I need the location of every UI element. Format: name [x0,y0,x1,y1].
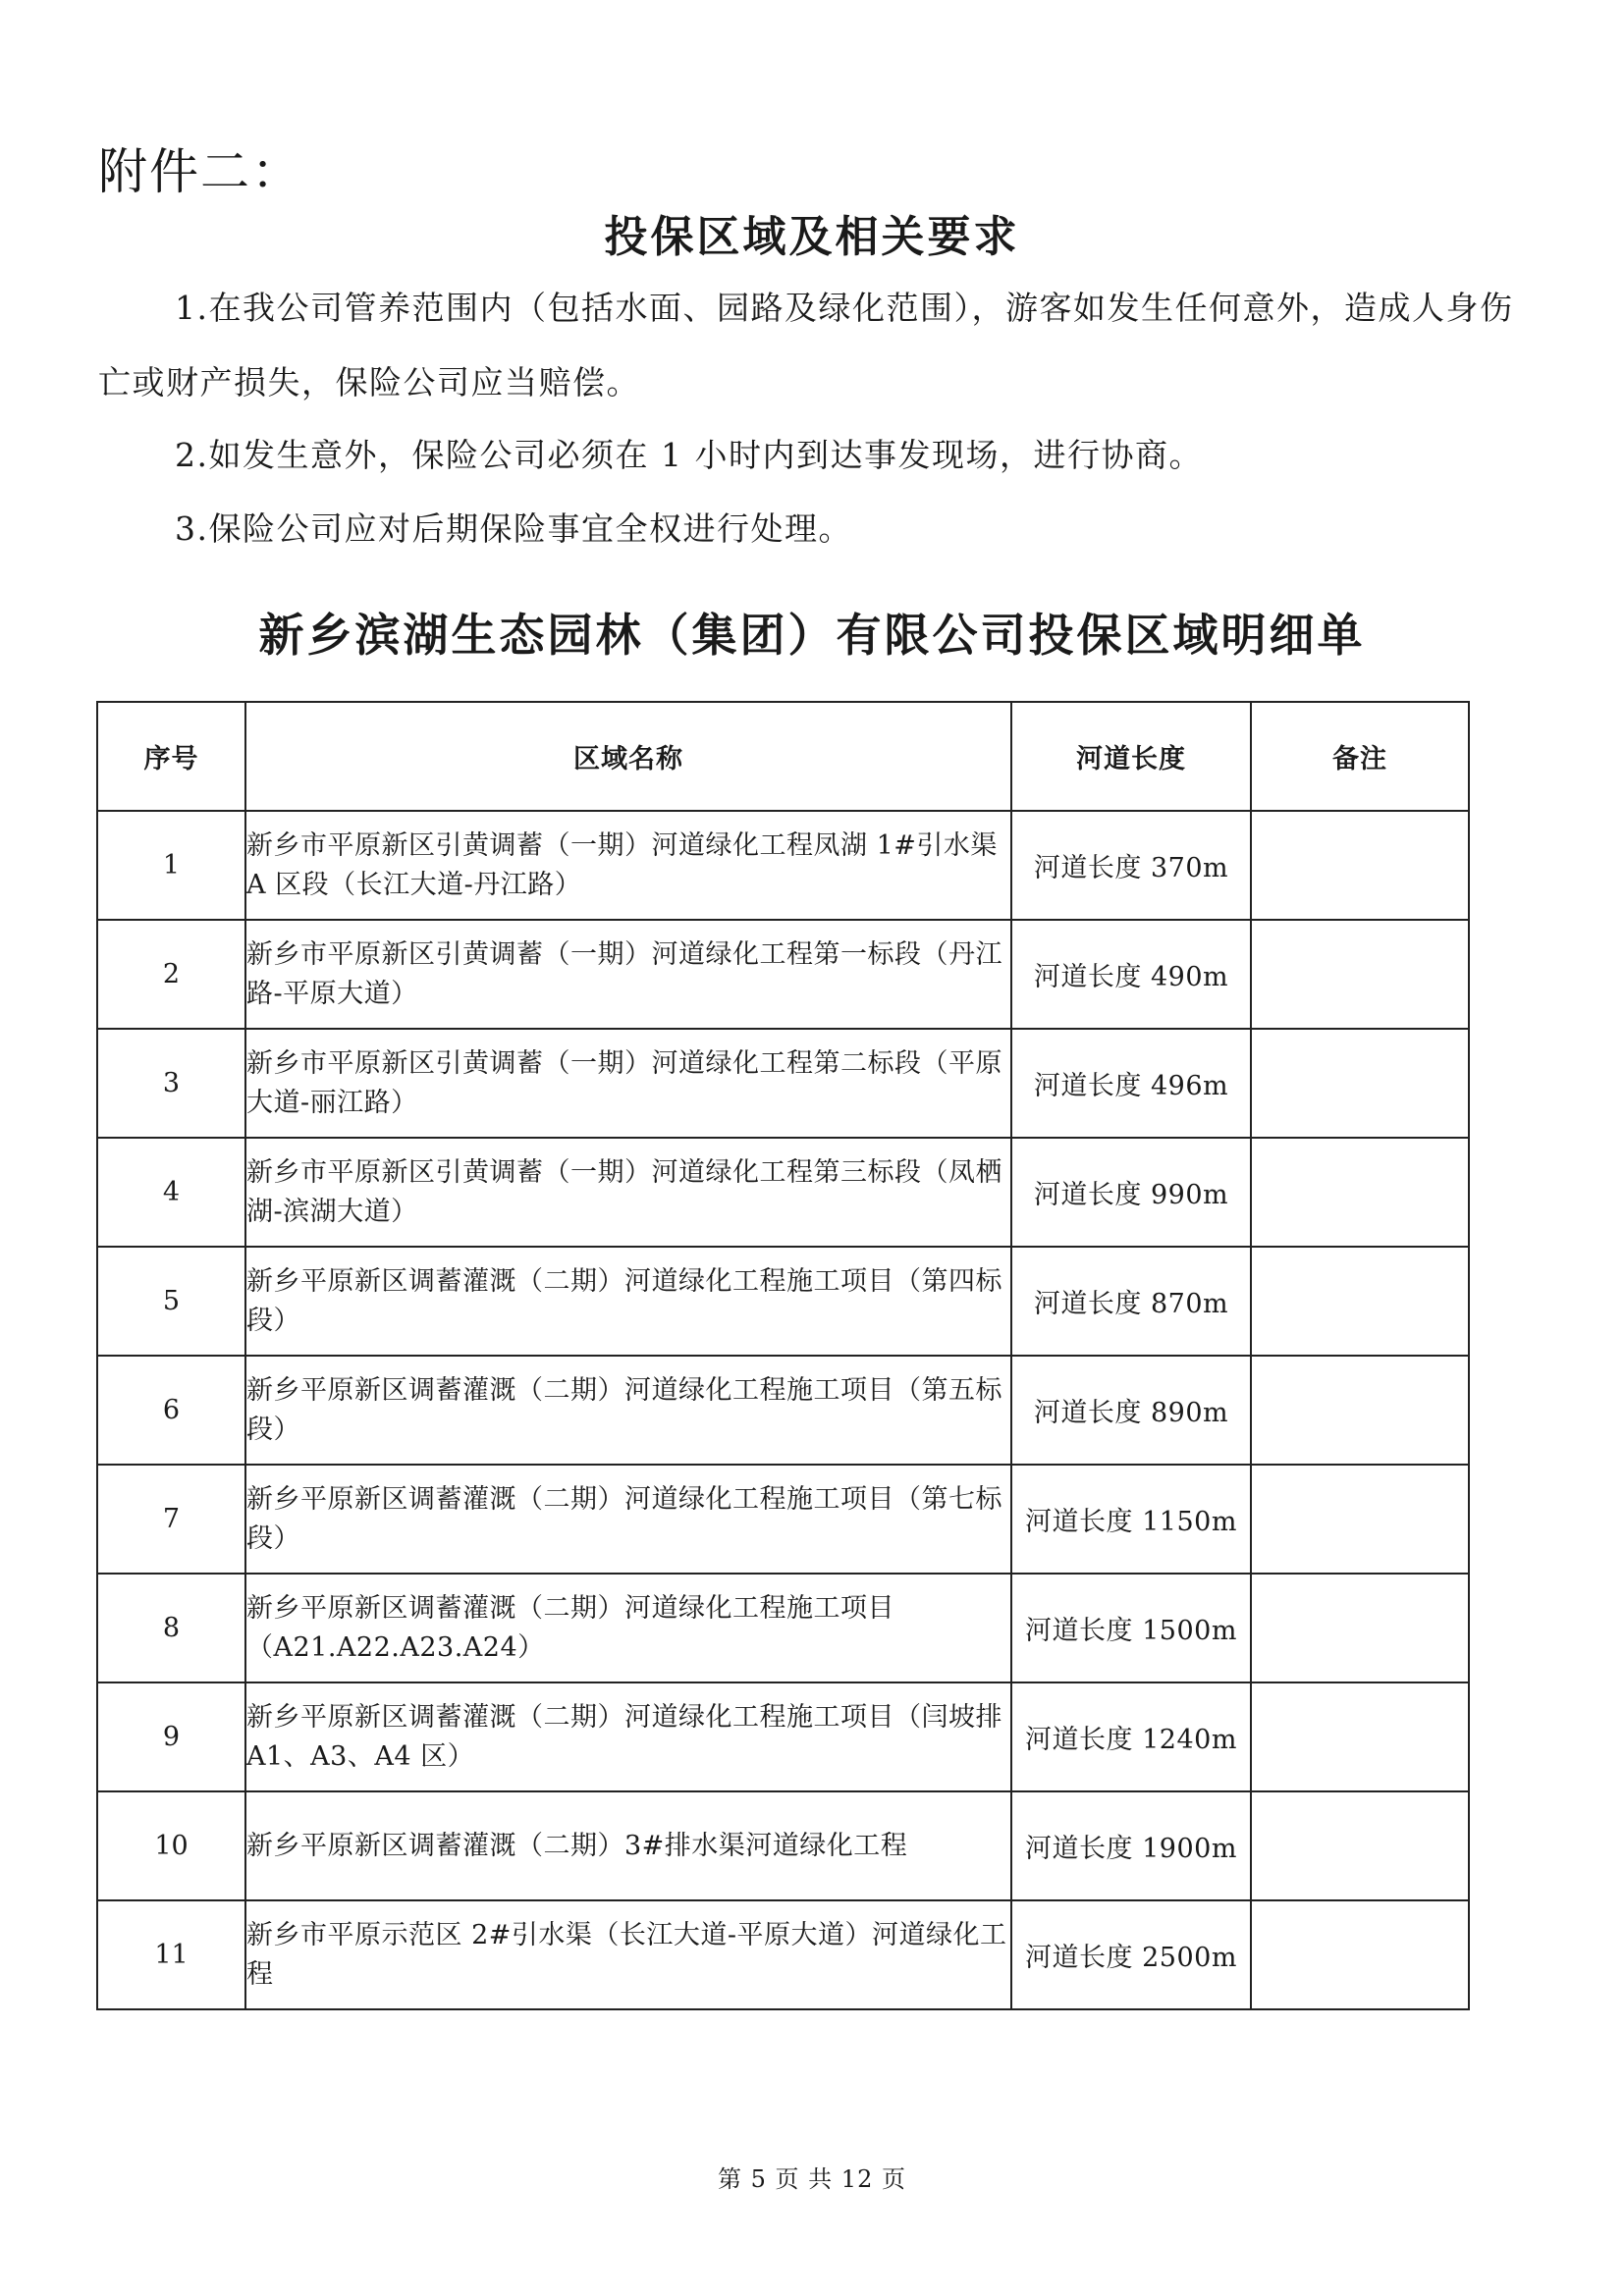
cell-seq: 8 [97,1574,245,1682]
requirement-2: 2.如发生意外，保险公司必须在 1 小时内到达事发现场，进行协商。 [175,436,1203,474]
cell-river-length: 河道长度 370m [1011,811,1251,920]
page-number-footer: 第 5 页 共 12 页 [718,2165,906,2193]
cell-area-name: 新乡市平原新区引黄调蓄（一期）河道绿化工程凤湖 1#引水渠 A 区段（长江大道-丹江路） [245,811,1011,920]
cell-area-name: 新乡市平原新区引黄调蓄（一期）河道绿化工程第三标段（凤栖湖-滨湖大道） [245,1138,1011,1247]
table-row [97,1138,1469,1247]
table-row [97,1247,1469,1356]
cell-remark [1251,1029,1469,1138]
cell-remark [1251,920,1469,1029]
cell-remark [1251,811,1469,920]
insured-area-table [96,701,1470,2010]
cell-remark [1251,1138,1469,1247]
cell-river-length: 河道长度 2500m [1011,1900,1251,2009]
cell-seq: 3 [97,1029,245,1138]
cell-area-name: 新乡平原新区调蓄灌溉（二期）河道绿化工程施工项目（A21.A22.A23.A24） [245,1574,1011,1682]
cell-area-name: 新乡平原新区调蓄灌溉（二期）河道绿化工程施工项目（第七标段） [245,1465,1011,1574]
requirement-3: 3.保险公司应对后期保险事宜全权进行处理。 [175,509,852,548]
cell-river-length: 河道长度 990m [1011,1138,1251,1247]
cell-area-name: 新乡市平原新区引黄调蓄（一期）河道绿化工程第二标段（平原大道-丽江路） [245,1029,1011,1138]
cell-seq: 6 [97,1356,245,1465]
cell-seq: 4 [97,1138,245,1247]
table-row [97,920,1469,1029]
cell-river-length: 河道长度 1240m [1011,1682,1251,1791]
table-row [97,811,1469,920]
section-title: 投保区域及相关要求 [604,212,1020,262]
table-row [97,1682,1469,1791]
cell-river-length: 河道长度 1900m [1011,1791,1251,1900]
cell-seq: 5 [97,1247,245,1356]
header-seq: 序号 [97,702,245,811]
cell-remark [1251,1465,1469,1574]
header-remark: 备注 [1251,702,1469,811]
table-row [97,1356,1469,1465]
cell-seq: 11 [97,1900,245,2009]
cell-river-length: 河道长度 870m [1011,1247,1251,1356]
table-title: 新乡滨湖生态园林（集团）有限公司投保区域明细单 [258,609,1366,662]
header-river-length: 河道长度 [1011,702,1251,811]
header-area-name: 区域名称 [245,702,1011,811]
cell-area-name: 新乡市平原新区引黄调蓄（一期）河道绿化工程第一标段（丹江路-平原大道） [245,920,1011,1029]
cell-seq: 1 [97,811,245,920]
cell-area-name: 新乡平原新区调蓄灌溉（二期）河道绿化工程施工项目（第五标段） [245,1356,1011,1465]
table-row [97,1574,1469,1682]
cell-remark [1251,1682,1469,1791]
table-row [97,1029,1469,1138]
table-row [97,1791,1469,1900]
cell-remark [1251,1356,1469,1465]
cell-seq: 9 [97,1682,245,1791]
cell-river-length: 河道长度 1500m [1011,1574,1251,1682]
cell-remark [1251,1791,1469,1900]
table-header-row [97,702,1469,811]
cell-area-name: 新乡平原新区调蓄灌溉（二期）河道绿化工程施工项目（第四标段） [245,1247,1011,1356]
cell-river-length: 河道长度 496m [1011,1029,1251,1138]
cell-river-length: 河道长度 490m [1011,920,1251,1029]
cell-remark [1251,1900,1469,2009]
table-row [97,1465,1469,1574]
cell-area-name: 新乡市平原示范区 2#引水渠（长江大道-平原大道）河道绿化工程 [245,1900,1011,2009]
cell-river-length: 河道长度 1150m [1011,1465,1251,1574]
requirement-1: 1.在我公司管养范围内（包括水面、园路及绿化范围），游客如发生任何意外，造成人身伤亡或财产损失，保险公司应当赔偿。 [98,289,1514,401]
cell-remark [1251,1247,1469,1356]
cell-river-length: 河道长度 890m [1011,1356,1251,1465]
cell-seq: 10 [97,1791,245,1900]
cell-seq: 7 [97,1465,245,1574]
cell-seq: 2 [97,920,245,1029]
cell-area-name: 新乡平原新区调蓄灌溉（二期）河道绿化工程施工项目（闫坡排 A1、A3、A4 区） [245,1682,1011,1791]
cell-remark [1251,1574,1469,1682]
cell-area-name: 新乡平原新区调蓄灌溉（二期）3#排水渠河道绿化工程 [245,1791,1011,1900]
table-row [97,1900,1469,2009]
attachment-label: 附件二： [98,143,302,200]
